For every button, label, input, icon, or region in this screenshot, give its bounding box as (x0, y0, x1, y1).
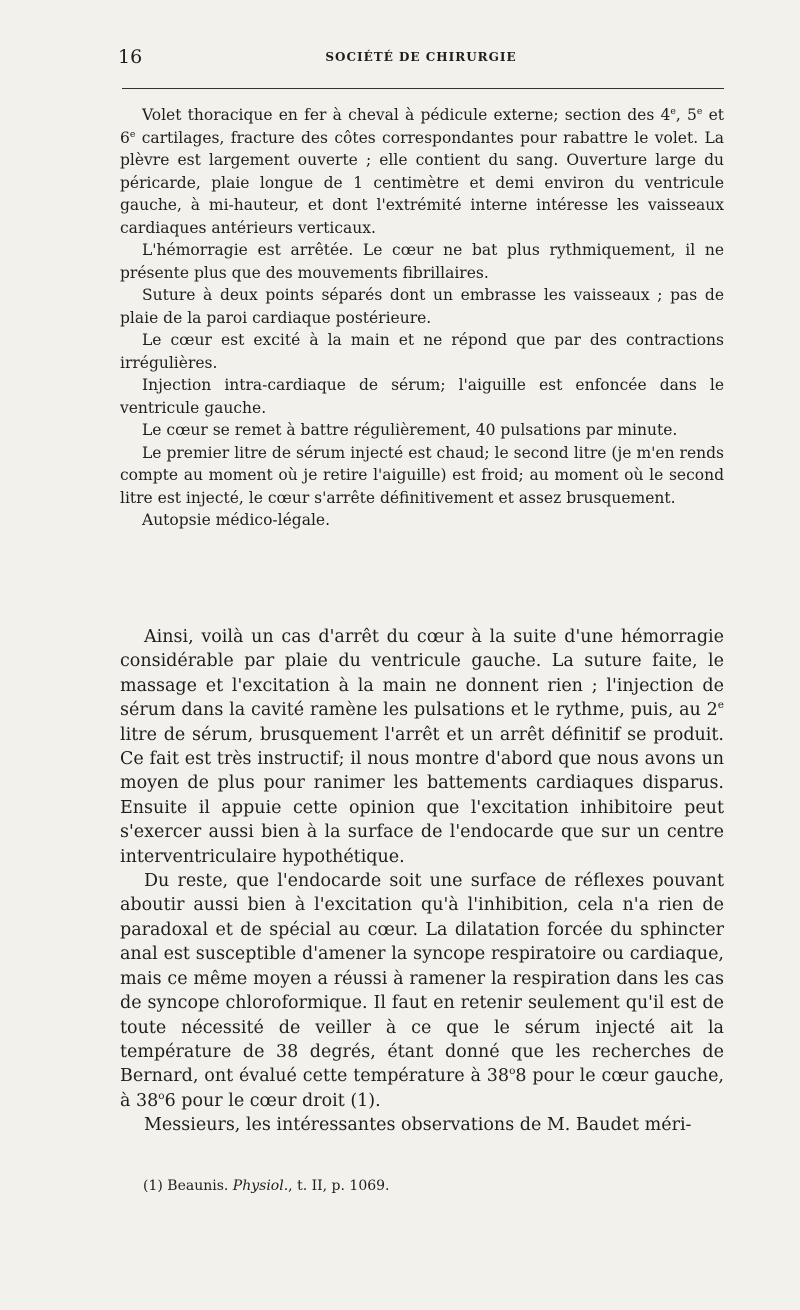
paragraph: Le premier litre de sérum injecté est chaud; le second litre (je m'en rends compte au moment où je retire l'aiguille) est froid; au moment où le second litre est injecté, le cœur s'arrête définitivement et assez brusquement. (120, 443, 724, 507)
paragraph: Volet thoracique en fer à cheval à pédicule externe; section des 4e, 5e et 6e cartilages, fracture des côtes correspondantes pour rabattre le volet. La plèvre est largement ouverte ; elle contient du sang. Ouverture large du péricarde, plaie longue de 1 centimètre et demi environ du ventricule gauche, à mi-hauteur, et dont l'extrémité interne intéresse les vaisseaux cardiaques antérieurs verticaux. (120, 105, 725, 237)
running-head: SOCIÉTÉ DE CHIRURGIE (325, 50, 517, 64)
footnote: (1) Beaunis. Physiol., t. II, p. 1069. (143, 1178, 390, 1194)
page-header (118, 46, 724, 76)
paragraph: L'hémorragie est arrêtée. Le cœur ne bat plus rythmiquement, il ne présente plus que des mouvements fibrillaires. (120, 241, 724, 282)
paragraph: Ainsi, voilà un cas d'arrêt du cœur à la suite d'une hémorragie considérable par plaie du ventricule gauche. La suture faite, le massage et l'excitation à la main ne donnent rien ; l'injection de sérum dans la cavité ramène les pulsations et le rythme, puis, au 2e litre de sérum, brusquement l'arrêt et un arrêt définitif se produit. Ce fait est très instructif; il nous montre d'abord que nous avons un moyen de plus pour ranimer les battements cardiaques disparus. Ensuite il appuie cette opinion que l'excitation inhibitoire peut s'exercer aussi bien à la surface de l'endocarde que sur un centre interventriculaire hypothétique. (120, 627, 724, 867)
paragraph: Messieurs, les intéressantes observations de M. Baudet méri- (144, 1115, 692, 1136)
paragraph: Le cœur se remet à battre régulièrement, 40 pulsations par minute. (142, 421, 678, 439)
page-number: 16 (118, 46, 143, 68)
discussion-text (120, 625, 724, 1138)
paragraph: Le cœur est excité à la main et ne répond que par des contractions irrégulières. (120, 331, 724, 372)
paragraph: Injection intra-cardiaque de sérum; l'aiguille est enfoncée dans le ventricule gauche. (120, 376, 724, 417)
paragraph: Du reste, que l'endocarde soit une surface de réflexes pouvant aboutir aussi bien à l'excitation qu'à l'inhibition, cela n'a rien de paradoxal et de spécial au cœur. La dilatation forcée du sphincter anal est susceptible d'amener la syncope respiratoire ou cardiaque, mais ce même moyen a réussi à ramener la respiration dans les cas de syncope chloroformique. Il faut en retenir seulement qu'il est de toute nécessité de veiller à ce que le sérum injecté ait la température de 38 degrés, étant donné que les recherches de Bernard, ont évalué cette température à 38$^o$8 pour le cœur gauche, à 38$^o$6 pour le cœur droit (1). (120, 871, 724, 1111)
header-rule (122, 88, 724, 89)
paragraph: Autopsie médico-légale. (142, 511, 331, 529)
paragraph: Suture à deux points séparés dont un embrasse les vaisseaux ; pas de plaie de la paroi cardiaque postérieure. (120, 286, 724, 327)
observation-text (120, 104, 724, 532)
